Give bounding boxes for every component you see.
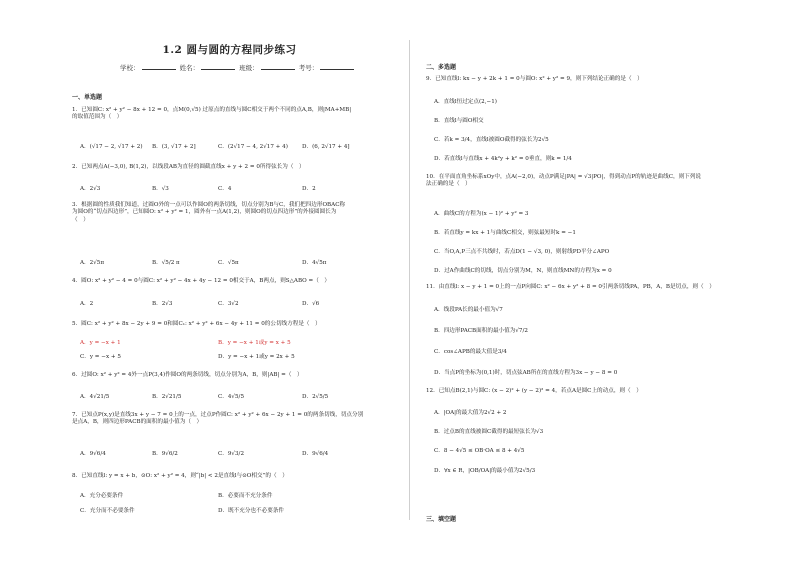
section-single-choice: 一、单选题	[72, 94, 103, 101]
exam-no-label: 考号：	[298, 64, 319, 72]
option-b[interactable]: B．直线l与圆O相交	[434, 118, 484, 124]
option-d[interactable]: D．既不充分也不必要条件	[218, 508, 285, 514]
class-label: 班级：	[239, 64, 259, 72]
question-6	[72, 372, 303, 379]
option-c[interactable]: C．cos∠APB的最大值是3/4	[434, 349, 507, 355]
option-c[interactable]: C．9√3/2	[218, 451, 244, 457]
option-a[interactable]: A．直线l恒过定点(2,−1)	[434, 99, 497, 105]
option-a[interactable]: A．2	[80, 301, 94, 307]
option-b[interactable]: B．必要而不充分条件	[218, 493, 273, 499]
option-c[interactable]: C．y = −x + 5	[80, 354, 121, 360]
option-a[interactable]: A．2√5π	[80, 260, 104, 266]
option-d[interactable]: D．当点P的坐标为(0,1)时，切点弦AB所在的直线方程为3x − y − 8 = 0	[434, 370, 618, 376]
question-text: 是点A，B，则四边形PACB的面积的最小值为（ ）	[72, 419, 203, 426]
question-text: 5．圆C: x² + y² + 8x − 2y + 9 = 0和圆C₁: x² + y² + 6x − 4y + 11 = 0的公切线方程是（ ）	[72, 321, 321, 327]
question-12	[426, 388, 642, 395]
option-b[interactable]: B．过点B的直线被圆C截得的最短弦长为√3	[434, 429, 544, 435]
question-3	[72, 202, 345, 224]
option-d[interactable]: D．4√5π	[302, 260, 327, 266]
question-text: 4．圆O: x² + y² − 4 = 0与圆C: x² + y² − 4x + 4y − 12 = 0相交于A，B两点，则S△ABO =（ ）	[72, 278, 331, 284]
class-field[interactable]	[261, 62, 295, 70]
question-text: 的取值范围为（ ）	[72, 114, 123, 121]
option-b[interactable]: B．2√21/5	[152, 394, 182, 400]
option-d[interactable]: D．∀x ∈ R，|OB/OA|的最小值为2√5/3	[434, 468, 536, 474]
option-a[interactable]: A．9√6/4	[80, 451, 106, 457]
option-c[interactable]: C．充分而不必要条件	[80, 508, 135, 514]
option-d[interactable]: D．2	[302, 186, 316, 192]
column-divider	[409, 40, 410, 520]
question-text: 8．已知直线l: y = x + b，⊙O: x² + y² = 4，则“|b| < 2是直线l与⊙O相交”的（ ）	[72, 473, 288, 479]
question-text: 法正确的是（ ）	[426, 181, 471, 188]
section-fill-blank: 三、填空题	[426, 516, 457, 523]
question-text: 12．已知点B(2,1)与圆C: (x − 2)² + (y − 2)² = 4，若点A是圆C上的动点，则（ ）	[426, 388, 642, 394]
question-text: 3．根据圆的性质我们知道，过圆O外的一点可以作圆O的两条切线，切点分别为B与C，我们把四边形OBAC称	[72, 202, 346, 208]
name-field[interactable]	[201, 62, 235, 70]
option-c[interactable]: C．8 − 4√5 ≤ OB·OA ≤ 8 + 4√5	[434, 448, 525, 454]
option-b[interactable]: B．(3, √17 + 2]	[152, 144, 196, 150]
option-a[interactable]: A．y = −x + 1	[80, 340, 121, 346]
question-1	[72, 107, 351, 122]
option-c[interactable]: C．√5π	[218, 260, 239, 266]
question-text: 2．已知两点A(−3,0), B(1,2)，以线段AB为直径的圆截直线x + y + 2 = 0所得弦长为（ ）	[72, 164, 305, 170]
left-column	[72, 0, 387, 562]
option-c[interactable]: C．若k = 3/4，直线l被圆O截得的弦长为2√5	[434, 137, 549, 143]
question-9	[426, 76, 643, 83]
question-text: 1．已知圆C: x² + y² − 8x + 12 = 0，点M(0,√5) 过原点的直线与圆C相交于两个不同的点A,B，则|MA+MB|	[72, 107, 352, 113]
question-text: 7．已知点P(x,y)是直线3x + y − 7 = 0上的一点，过点P作圆C: x² + y² + 6x − 2y + 1 = 0的两条切线，切点分别	[72, 412, 364, 418]
question-text: 11．由直线l: x − y + 1 = 0上的一点P向圆C: x² − 6x + y² + 8 = 0引两条切线PA，PB，A，B是切点，则（ ）	[426, 284, 715, 290]
option-b[interactable]: B．√5/2 π	[152, 260, 180, 266]
question-4	[72, 278, 330, 285]
option-d[interactable]: D．y = −x + 1或y = 2x + 5	[218, 354, 295, 360]
question-10	[426, 174, 701, 189]
question-2	[72, 164, 305, 171]
option-b[interactable]: B．2√3	[152, 301, 173, 307]
section-multi-choice: 二、多选题	[426, 64, 457, 71]
option-d[interactable]: D．9√6/4	[302, 451, 329, 457]
option-d[interactable]: D．2√5/5	[302, 394, 329, 400]
student-info	[120, 62, 356, 72]
option-b[interactable]: B．四边形PACB面积的最小值为√7/2	[434, 328, 528, 334]
exam-no-field[interactable]	[320, 62, 354, 70]
right-column	[426, 0, 746, 562]
school-label: 学校：	[120, 64, 140, 72]
question-text: 10．在平面直角坐标系xOy中，点A(−2,0)，动点P满足|PA| = √3|PO|，得到动点P的轨迹是曲线C，则下列说	[426, 174, 701, 180]
page-title: 1.2 圆与圆的方程同步练习	[162, 44, 297, 56]
question-7	[72, 412, 363, 427]
option-a[interactable]: A．|OA|的最大值为2√2 + 2	[434, 410, 507, 416]
option-c[interactable]: C．(2√17 − 4, 2√17 + 4)	[218, 144, 288, 150]
option-c[interactable]: C．3√2	[218, 301, 239, 307]
option-a[interactable]: A．曲线C的方程为(x − 1)² + y² = 3	[434, 211, 529, 217]
option-b[interactable]: B．y = −x + 1或y = x + 5	[218, 340, 291, 346]
question-8	[72, 473, 288, 480]
option-a[interactable]: A．4√21/5	[80, 394, 110, 400]
option-b[interactable]: B．若直线y = kx + 1与曲线C相交，则弦最短时k = −1	[434, 230, 576, 236]
option-a[interactable]: A．充分必要条件	[80, 493, 124, 499]
school-field[interactable]	[142, 62, 176, 70]
question-text: 9．已知直线l: kx − y + 2k + 1 = 0与圆O: x² + y² = 9，则下列结论正确的是（ ）	[426, 76, 643, 82]
option-b[interactable]: B．9√6/2	[152, 451, 178, 457]
option-c[interactable]: C．4√5/5	[218, 394, 244, 400]
option-d[interactable]: D．(6, 2√17 + 4]	[302, 144, 350, 150]
question-5	[72, 321, 321, 328]
option-a[interactable]: A．线段PA长的最小值为√7	[434, 307, 503, 313]
option-b[interactable]: B．√3	[152, 186, 169, 192]
question-11	[426, 284, 715, 291]
question-text: 6．过圆O: x² + y² = 4外一点P(3,4)作圆O的两条切线，切点分别为A，B，则|AB| =（ ）	[72, 372, 303, 378]
option-d[interactable]: D．若直线l与直线x + 4k²y + k² = 0垂直，则k = 1/4	[434, 156, 572, 162]
option-d[interactable]: D．过A作曲线C的切线，切点分别为M，N，则直线MN的方程为x = 0	[434, 268, 612, 274]
name-label: 姓名：	[179, 64, 200, 72]
question-text: 为圆O的“切点四边形”，已知圆O: x² + y² = 1，圆外有一点A(1,2)，则圆O的切点四边形”的外接圆圆长为	[72, 209, 337, 216]
option-d[interactable]: D．√6	[302, 301, 320, 307]
option-a[interactable]: A．(√17 − 2, √17 + 2)	[80, 144, 143, 150]
question-text: （ ）	[72, 216, 89, 223]
option-c[interactable]: C．当O,A,P三点不共线时，若点D(1 − √3, 0)，则射线PD平分∠APO	[434, 249, 610, 255]
option-c[interactable]: C．4	[218, 186, 232, 192]
option-a[interactable]: A．2√3	[80, 186, 101, 192]
